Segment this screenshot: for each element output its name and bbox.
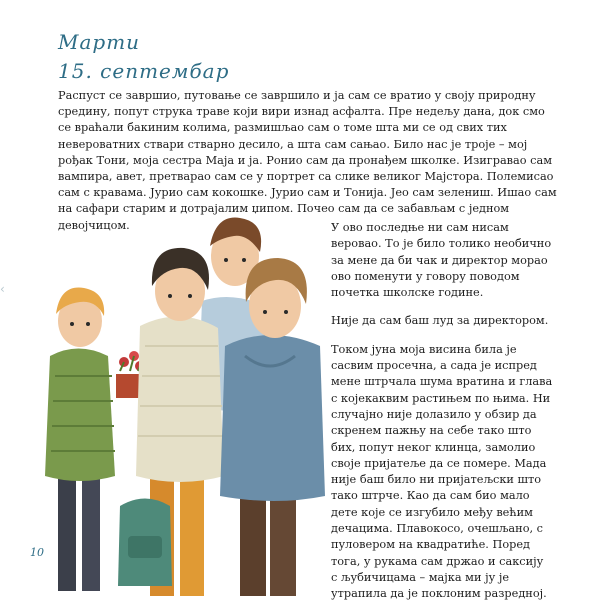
chapter-heading bbox=[58, 28, 229, 86]
paragraph-1: У ово последње ни сам нисам веровао. То је било толико необично за мене да би чак и директор морао ово поменути у говору поводом почетка школске године. bbox=[331, 221, 552, 300]
page-number: 10 bbox=[30, 546, 44, 559]
right-column-text bbox=[331, 220, 553, 615]
page-edge-mark: ‹ bbox=[0, 282, 5, 296]
paragraph-2: Није да сам баш луд за директором. bbox=[331, 314, 549, 328]
backpack bbox=[118, 499, 172, 587]
paragraph-3: Током јуна моја висина била је сасвим просечна, а сада је испред мене штрчала шума вратина и глава с којекаквим растињем по њима. Ни случајно није долазило у обзир да скренем пажњу на себе тако што бих, попут неког клинца, замолио своје пријатеље да се помере. Мада није баш било ни пријатељски што тако штрче. Као да сам био мало дете које се изгубило међу већим дечацима. Плавокосо, очешљано, с пуловером на квадратиће. Поред тога, у рукама сам држао и саксију с љубичицама – мајка ми ју је утрапила да је поклоним разредној. bbox=[331, 342, 553, 601]
heading-date: 15. септембар bbox=[58, 59, 230, 83]
intro-paragraph: Распуст се завршио, путовање се завршило и ја сам се вратио у своју природну средину, попут струка траве који вири изнад асфалта. Пре недељу дана, док смо се враћали бакиним колима, размишљао сам о томе шта ми се од свих тих невероватних ствари стварно десило, а шта сам сањао. Било нас је троје – мој рођак Тони, моја сестра Маја и ја. Ронио сам да пронађем школке. Изигравао сам вампира, авет, претварао сам се у портрет са слике великог Мајстора. Полемисао сам с кравама. Јурио сам кокошке. Јурио сам и Тонија. Јео сам зелениш. Ишао сам на сафари старим и дотрајалим џипом. Почео сам да се забављам с једном девојчицом. bbox=[58, 89, 557, 232]
heading-name: Марти bbox=[58, 30, 141, 54]
boys-illustration bbox=[20, 206, 330, 600]
